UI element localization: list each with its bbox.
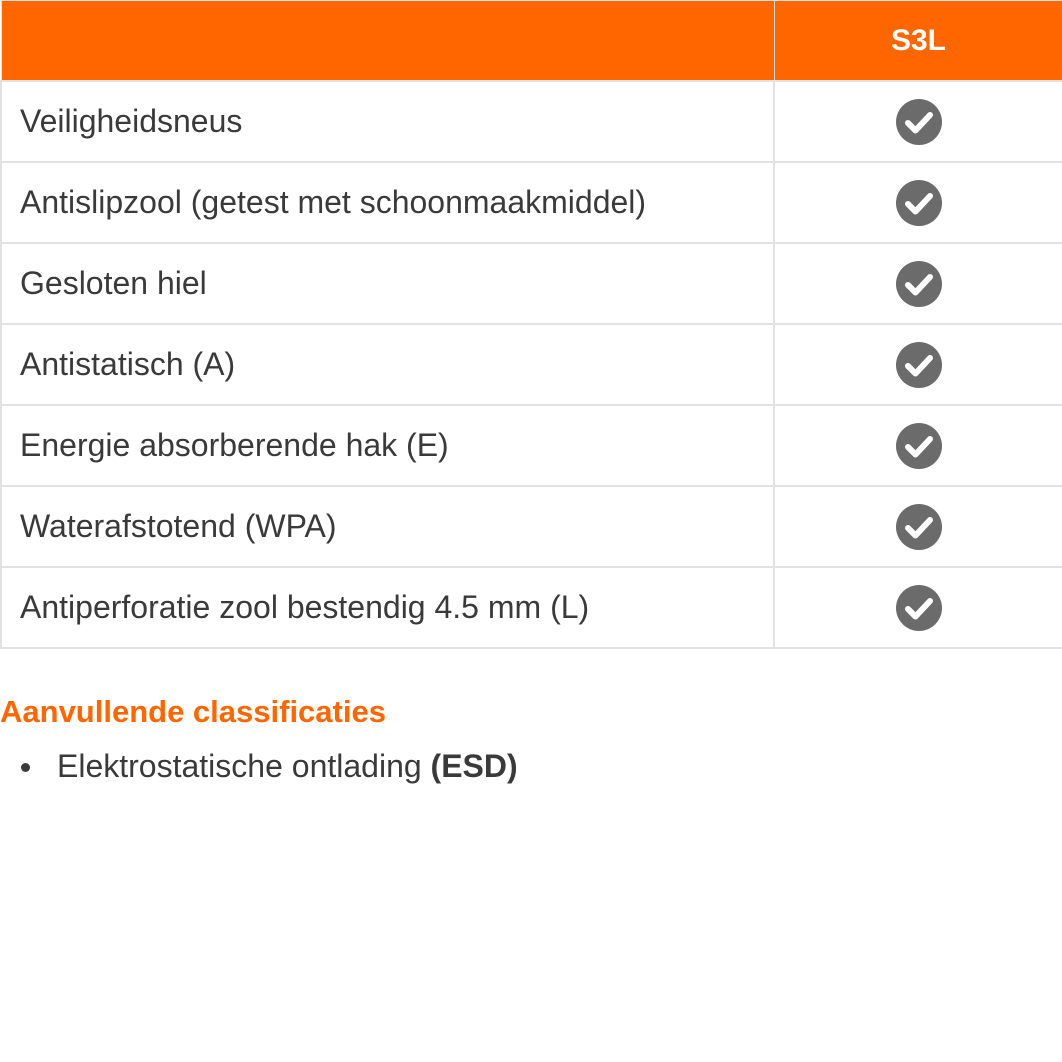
- additional-classifications-list: [0, 744, 1062, 788]
- additional-classifications: [0, 690, 1062, 788]
- feature-cell: Antislipzool (getest met schoonmaakmiddel): [1, 162, 774, 243]
- check-circle-icon: [896, 423, 942, 469]
- value-cell: [774, 567, 1062, 648]
- list-item-bold: (ESD): [430, 748, 518, 784]
- table-row: [1, 405, 1062, 486]
- additional-classifications-title: Aanvullende classificaties: [0, 694, 386, 729]
- value-cell: [774, 162, 1062, 243]
- table-row: [1, 324, 1062, 405]
- feature-cell: Energie absorberende hak (E): [1, 405, 774, 486]
- table-row: [1, 81, 1062, 162]
- list-item-text: Elektrostatische ontlading: [57, 748, 431, 784]
- feature-cell: Antistatisch (A): [1, 324, 774, 405]
- feature-cell: Antiperforatie zool bestendig 4.5 mm (L): [1, 567, 774, 648]
- value-cell: [774, 81, 1062, 162]
- table-row: [1, 243, 1062, 324]
- value-cell: [774, 405, 1062, 486]
- feature-cell: Veiligheidsneus: [1, 81, 774, 162]
- table-row: [1, 486, 1062, 567]
- table-header-row: [1, 1, 1062, 82]
- list-item: [0, 744, 1062, 788]
- value-cell: [774, 486, 1062, 567]
- bullet-icon: [21, 763, 30, 772]
- check-circle-icon: [896, 585, 942, 631]
- value-cell: [774, 324, 1062, 405]
- check-circle-icon: [896, 504, 942, 550]
- check-circle-icon: [896, 99, 942, 145]
- value-cell: [774, 243, 1062, 324]
- header-feature-cell: [1, 1, 774, 82]
- table-row: [1, 567, 1062, 648]
- check-circle-icon: [896, 180, 942, 226]
- check-circle-icon: [896, 342, 942, 388]
- check-circle-icon: [896, 261, 942, 307]
- header-s3l-cell: S3L: [774, 1, 1062, 82]
- feature-cell: Gesloten hiel: [1, 243, 774, 324]
- feature-cell: Waterafstotend (WPA): [1, 486, 774, 567]
- table-row: [1, 162, 1062, 243]
